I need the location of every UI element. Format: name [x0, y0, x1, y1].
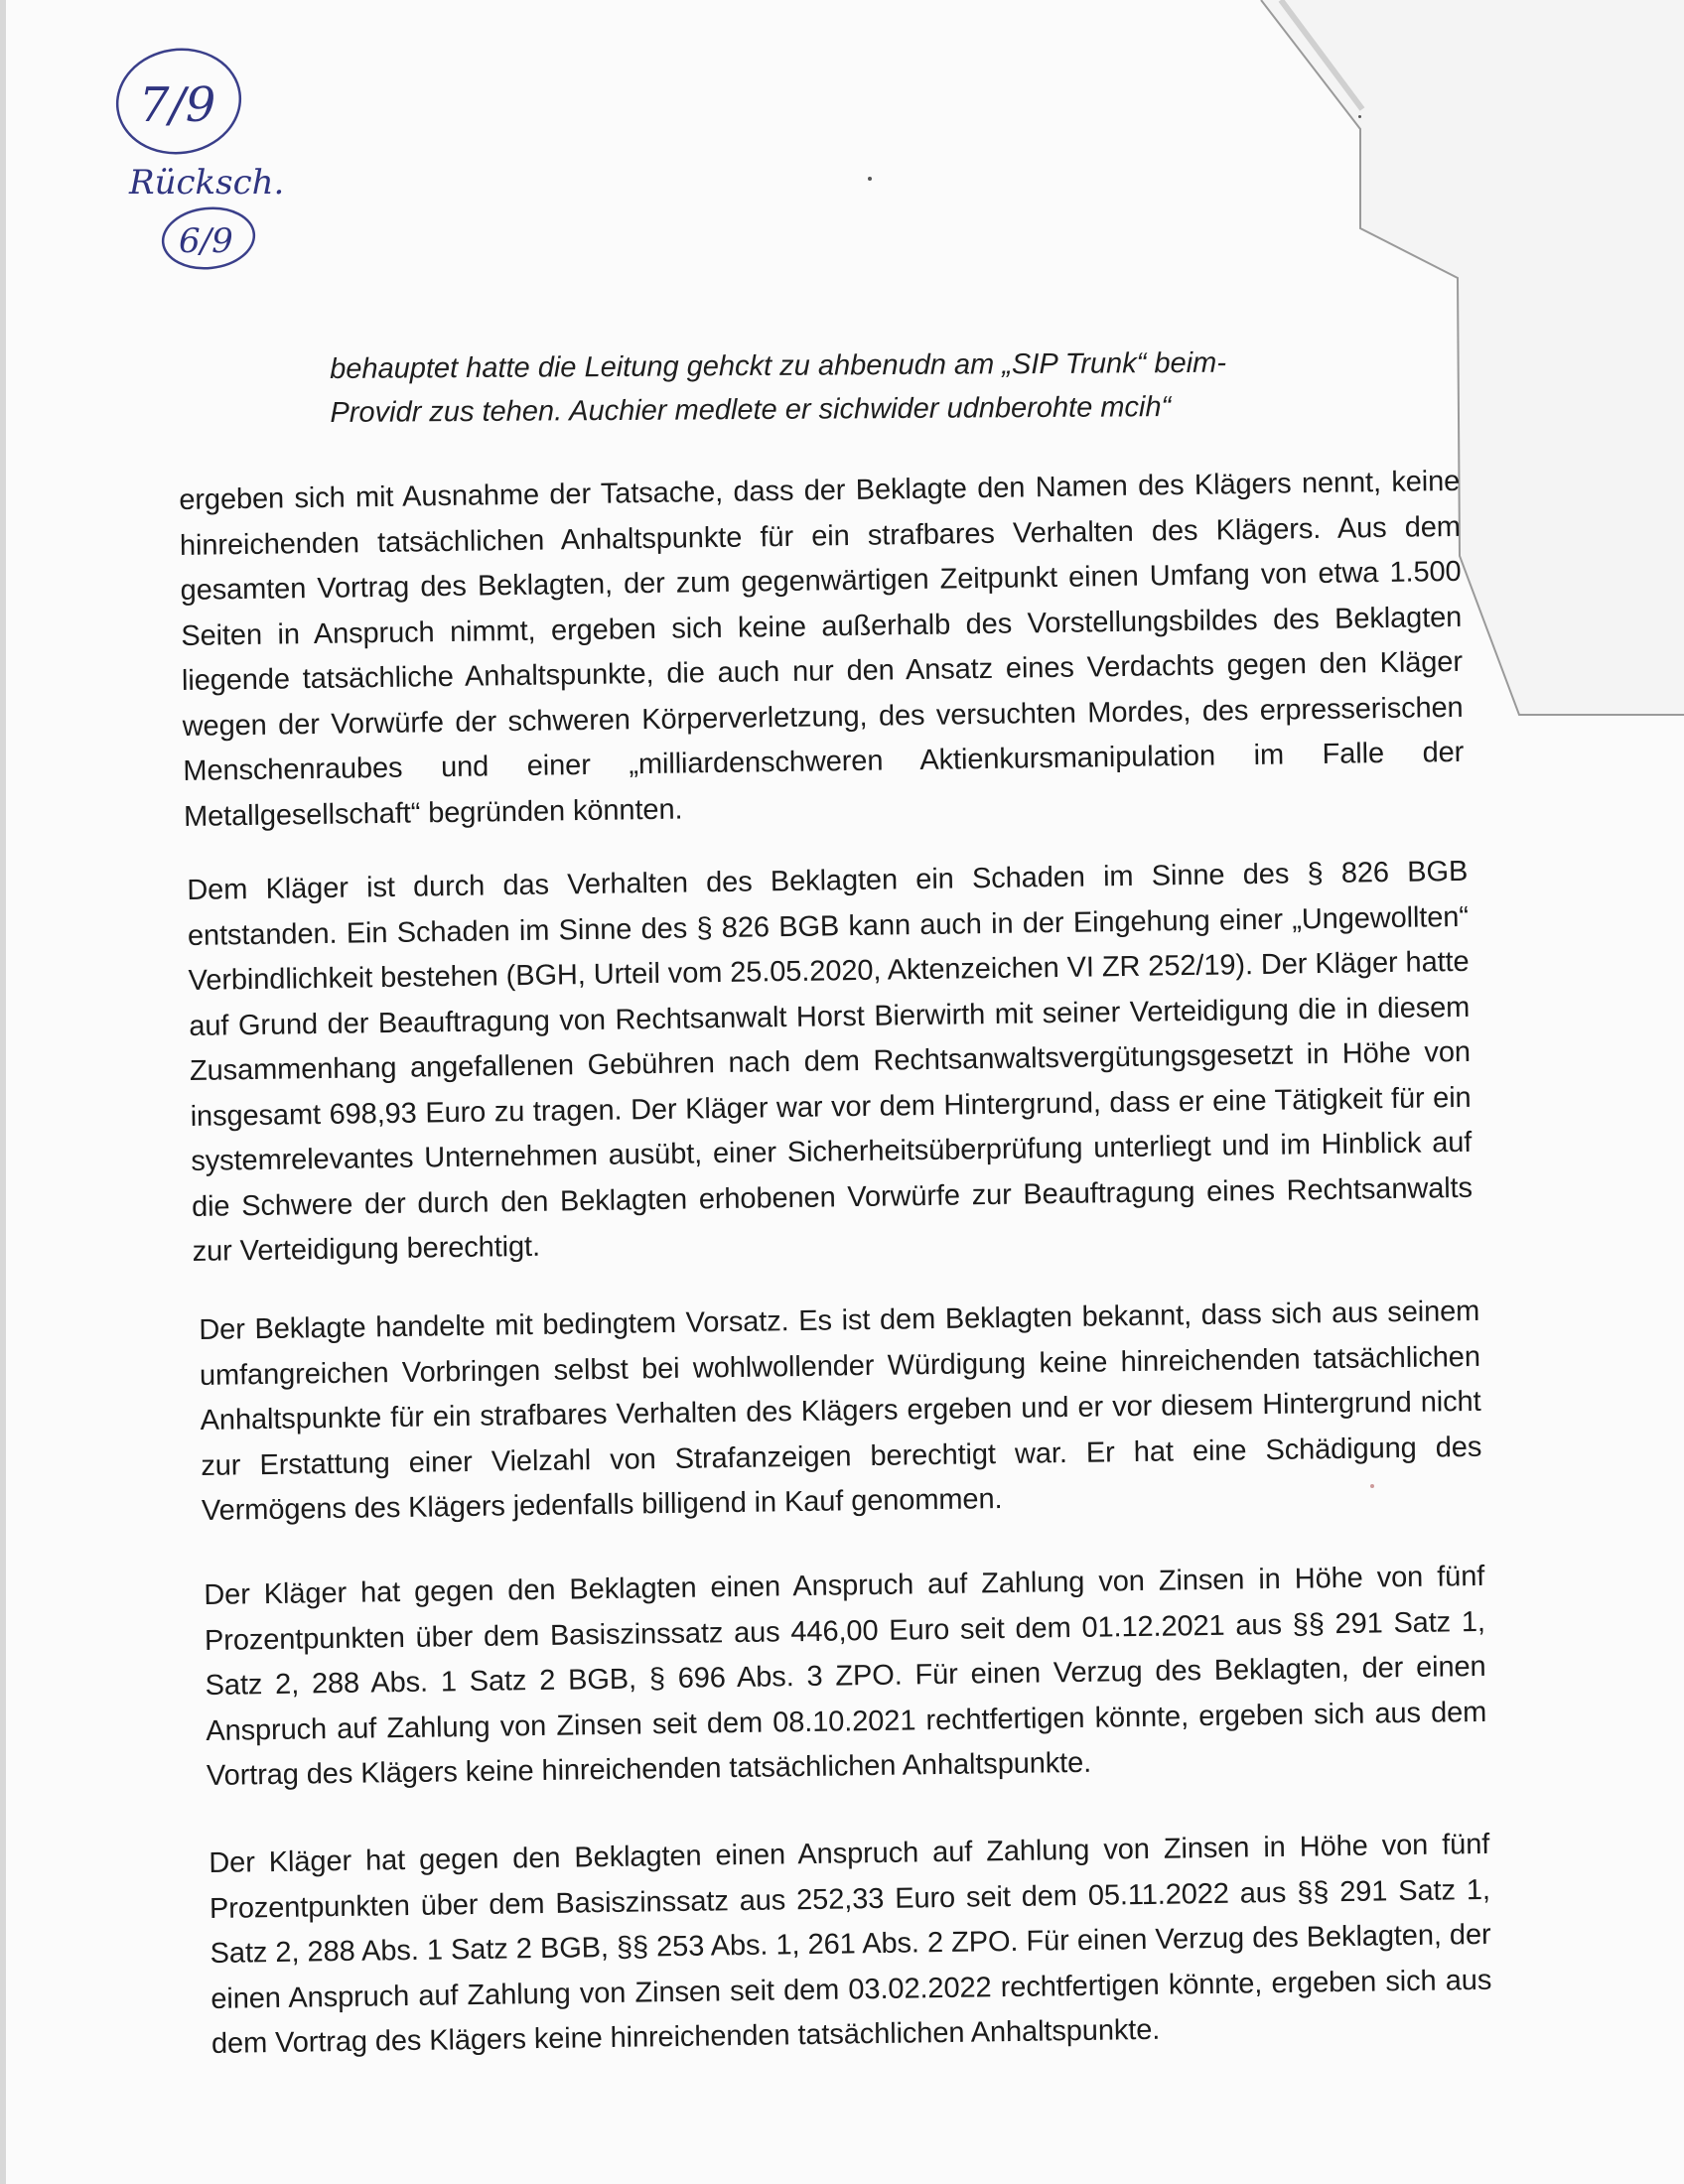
paragraph-4: Der Kläger hat gegen den Beklagten einen Anspruch auf Zahlung von Zinsen in Höhe von fünf Prozentpunkten über dem Basiszinssatz aus 446,00 Euro seit dem 01.12.2021 aus §§ 291 Satz 1, Satz 2, 288 Abs. 1 Satz 2 BGB, § 696 Abs. 3 ZPO. Für einen Verzug des Beklagten, der einen Anspruch auf Zahlung von Zinsen seit dem 08.10.2021 rechtfertigen könnte, ergeben sich aus dem Vortrag des Klägers keine hinreichenden tatsächlichen Anhaltspunkte.: [204, 1560, 1487, 1792]
paragraph-1: ergeben sich mit Ausnahme der Tatsache, dass der Beklagte den Namen des Klägers nennt, keine hinreichenden tatsächlichen Anhaltspunkte für ein strafbares Verhalten des Klägers. Aus dem gesamten Vortrag des Beklagten, der zum gegenwärtigen Zeitpunkt einen Umfang von etwa 1.500 Seiten in Anspruch nimmt, ergeben sich keine außerhalb des Vorstellungsbildes des Beklagten liegende tatsächliche Anhaltspunkte, die auch nur den Ansatz eines Verdachts gegen den Kläger wegen der Vorwürfe der schweren Körperverletzung, des versuchten Mordes, des erpresserischen Menschenraubes und einer „milliardenschweren Aktienkursmanipulation im Falle der Metallgesellschaft“ begründen könnten.: [179, 465, 1465, 833]
paragraph-3: Der Beklagte handelte mit bedingtem Vorsatz. Es ist dem Beklagten bekannt, dass sich aus seinem umfangreichen Vorbringen selbst bei wohlwollender Würdigung keine hinreichenden tatsächlichen Anhaltspunkte für ein strafbares Verhalten des Klägers ergeben und er vor diesem Hintergrund nicht zur Erstattung einer Vielzahl von Strafanzeigen berechtigt war. Er hat eine Schädigung des Vermögens des Klägers jedenfalls billigend in Kauf genommen.: [199, 1295, 1482, 1527]
quote-line-1: behauptet hatte die Leitung gehckt zu ahbenudn am „SIP Trunk“ beim-: [330, 346, 1227, 385]
circled-bottom-number: 6/9: [179, 221, 233, 261]
paragraph-5: Der Kläger hat gegen den Beklagten einen Anspruch auf Zahlung von Zinsen in Höhe von fünf Prozentpunkten über dem Basiszinssatz aus 252,33 Euro seit dem 05.11.2022 aus §§ 291 Satz 1, Satz 2, 288 Abs. 1 Satz 2 BGB, §§ 253 Abs. 1, 261 Abs. 2 ZPO. Für einen Verzug des Beklagten, der einen Anspruch auf Zahlung von Zinsen seit dem 03.02.2022 rechtfertigen könnte, ergeben sich aus dem Vortrag des Klägers keine hinreichenden tatsächlichen Anhaltspunkte.: [209, 1828, 1492, 2060]
circled-top-number: 7/9: [139, 77, 216, 133]
quote-line-2: Providr zus tehen. Auchier medlete er sichwider udnberohte mcih“: [330, 391, 1172, 429]
quoted-text: [330, 341, 1304, 435]
scribble-text: Rücksch.: [129, 163, 285, 203]
paragraph-2: Dem Kläger ist durch das Verhalten des Beklagten ein Schaden im Sinne des § 826 BGB entstanden. Ein Schaden im Sinne des § 826 BGB kann auch in der Eingehung einer „Ungewollten“ Verbindlichkeit bestehen (BGH, Urteil vom 25.05.2020, Aktenzeichen VI ZR 252/19). Der Kläger hatte auf Grund der Beauftragung von Rechtsanwalt Horst Bierwirth mit seiner Verteidigung die in diesem Zusammenhang angefallenen Gebühren nach dem Rechtsanwaltsvergütungsgesetzt in Höhe von insgesamt 698,93 Euro zu tragen. Der Kläger war vor dem Hintergrund, dass er eine Tätigkeit für ein systemrelevantes Unternehmen ausübt, einer Sicherheitsüberprüfung unterliegt und im Hinblick auf die Schwere der durch den Beklagten erhobenen Vorwürfe zur Beauftragung eines Rechtsanwalts zur Verteidigung berechtigt.: [187, 855, 1474, 1268]
